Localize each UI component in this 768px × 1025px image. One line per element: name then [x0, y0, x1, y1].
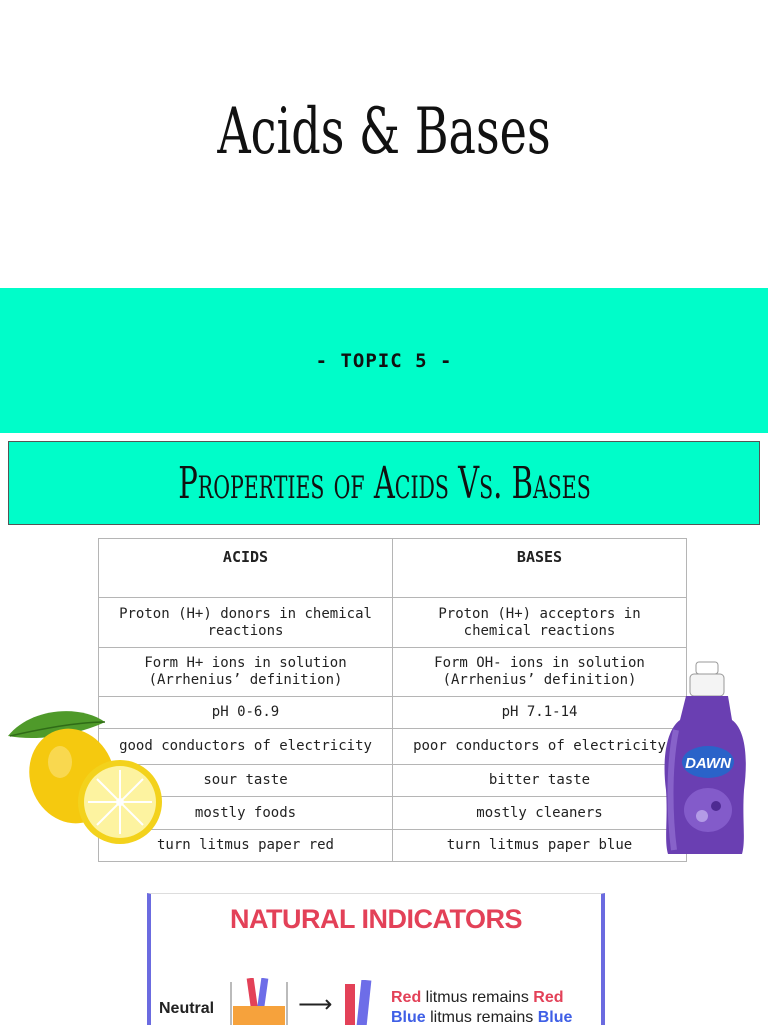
dish-soap-bottle-image: [658, 660, 750, 858]
base-cell: Proton (H+) acceptors in chemical reactions: [393, 598, 687, 648]
base-cell: bitter taste: [393, 765, 687, 797]
acid-cell: sour taste: [99, 765, 393, 797]
litmus-line-red: Red litmus remains Red: [391, 989, 564, 1006]
base-cell: turn litmus paper blue: [393, 830, 687, 862]
acid-cell: pH 0-6.9: [99, 697, 393, 729]
natural-indicators-title: NATURAL INDICATORS: [230, 904, 522, 934]
table-row: [99, 697, 687, 729]
acid-cell: good conductors of electricity: [99, 729, 393, 765]
natural-indicators-panel: [147, 893, 605, 1025]
acids-header: ACIDS: [99, 539, 393, 598]
beaker-icon: [229, 978, 289, 1025]
table-header-row: [99, 539, 687, 598]
base-cell: mostly cleaners: [393, 797, 687, 830]
table-row: [99, 797, 687, 830]
table-row: [99, 648, 687, 697]
lemon-image: [0, 700, 170, 850]
table-row: [99, 765, 687, 797]
acid-cell: Proton (H+) donors in chemical reactions: [99, 598, 393, 648]
litmus-line-blue: Blue litmus remains Blue: [391, 1009, 573, 1025]
litmus-strips-icon: [343, 980, 373, 1025]
litmus-results: [391, 988, 572, 1025]
neutral-label: Neutral: [159, 1000, 215, 1017]
properties-table: [98, 538, 687, 862]
table-row: [99, 729, 687, 765]
base-cell: pH 7.1-14: [393, 697, 687, 729]
acid-cell: mostly foods: [99, 797, 393, 830]
acid-cell: Form H+ ions in solution (Arrhenius’ definition): [99, 648, 393, 697]
arrow-icon: ⟶: [298, 990, 333, 1018]
bottle-brand-text: DAWN: [685, 755, 731, 772]
topic-banner: [0, 288, 768, 433]
page-title: Acids & Bases: [217, 95, 551, 169]
base-cell: poor conductors of electricity: [393, 729, 687, 765]
acid-cell: turn litmus paper red: [99, 830, 393, 862]
table-row: [99, 598, 687, 648]
table-row: [99, 830, 687, 862]
bases-header: BASES: [393, 539, 687, 598]
properties-title: Properties of Acids Vs. Bases: [177, 457, 591, 509]
properties-header: [8, 441, 760, 525]
base-cell: Form OH- ions in solution (Arrhenius’ definition): [393, 648, 687, 697]
topic-label: - TOPIC 5 -: [315, 349, 453, 372]
